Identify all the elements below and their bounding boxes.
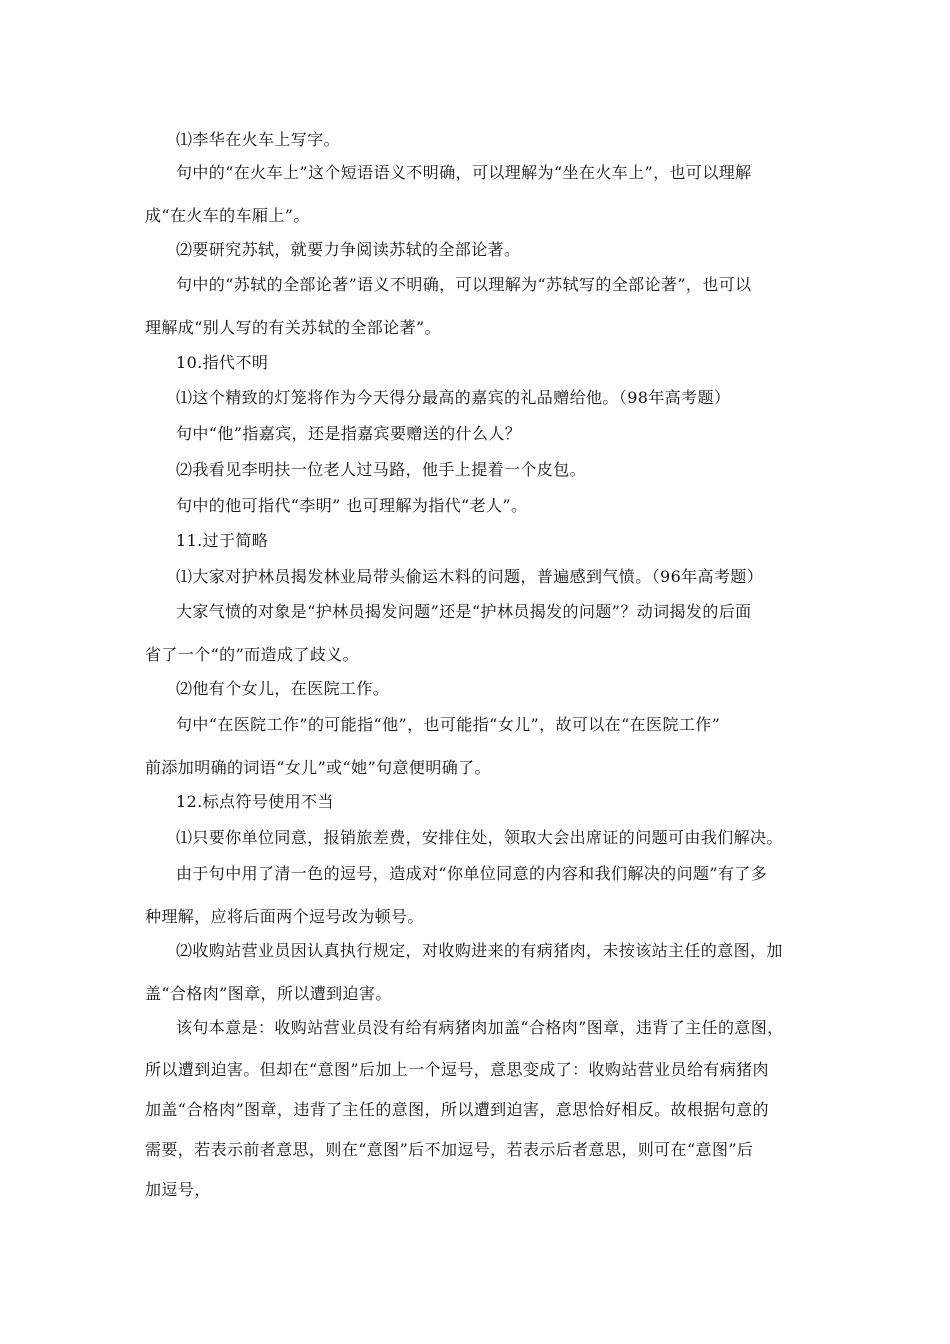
example-9-1-explanation: 句中的“在火车上”这个短语语义不明确，可以理解为“坐在火车上”，也可以理解 xyxy=(176,163,752,182)
example-12-1-explanation: 由于句中用了清一色的逗号，造成对“你单位同意的内容和我们解决的问题”有了多 xyxy=(176,864,768,883)
example-11-1-explanation: 大家气愤的对象是“护林员揭发问题”还是“护林员揭发的问题”？动词揭发的后面 xyxy=(176,602,752,621)
example-11-1-sentence: ⑴大家对护林员揭发林业局带头偷运木料的问题，普遍感到气愤。（96年高考题） xyxy=(176,567,764,586)
example-11-2-explanation: 句中“在医院工作”的可能指“他”，也可能指“女儿”，故可以在“在医院工作” xyxy=(176,715,721,734)
example-12-2-sentence-cont: 盖“合格肉”图章，所以遭到迫害。 xyxy=(145,984,392,1003)
example-11-2-explanation-cont: 前添加明确的词语“女儿”或“她”句意便明确了。 xyxy=(145,758,491,777)
example-10-1-sentence: ⑴这个精致的灯笼将作为今天得分最高的嘉宾的礼品赠给他。（98年高考题） xyxy=(176,388,731,407)
example-12-2-explanation-cont-3: 需要，若表示前者意思，则在“意图”后不加逗号，若表示后者意思，则可在“意图”后 xyxy=(145,1140,754,1159)
example-12-1-explanation-cont: 种理解，应将后面两个逗号改为顿号。 xyxy=(145,907,424,926)
example-9-2-sentence: ⑵要研究苏轼，就要力争阅读苏轼的全部论著。 xyxy=(176,240,521,259)
section-heading-12: 12.标点符号使用不当 xyxy=(176,792,334,811)
section-heading-11: 11.过于简略 xyxy=(176,531,269,550)
example-10-2-sentence: ⑵我看见李明扶一位老人过马路，他手上提着一个皮包。 xyxy=(176,460,587,479)
example-9-2-explanation-cont: 理解成“别人写的有关苏轼的全部论著”。 xyxy=(145,318,441,337)
example-12-2-explanation-cont-2: 加盖“合格肉”图章，违背了主任的意图，所以遭到迫害，意思恰好相反。故根据句意的 xyxy=(145,1100,769,1119)
example-12-2-explanation: 该句本意是：收购站营业员没有给有病猪肉加盖“合格肉”图章，违背了主任的意图， xyxy=(176,1018,784,1037)
example-9-1-sentence: ⑴李华在火车上写字。 xyxy=(176,130,341,149)
example-9-2-explanation: 句中的“苏轼的全部论著”语义不明确，可以理解为“苏轼写的全部论著”，也可以 xyxy=(176,275,752,294)
example-11-2-sentence: ⑵他有个女儿，在医院工作。 xyxy=(176,679,390,698)
example-10-2-explanation: 句中的他可指代“李明” 也可理解为指代“老人”。 xyxy=(176,496,528,515)
example-12-1-sentence: ⑴只要你单位同意，报销旅差费，安排住处，领取大会出席证的问题可由我们解决。 xyxy=(176,828,783,847)
example-12-2-explanation-cont-4: 加逗号， xyxy=(145,1180,211,1199)
example-9-1-explanation-cont: 成“在火车的车厢上”。 xyxy=(145,206,310,225)
example-12-2-sentence: ⑵收购站营业员因认真执行规定，对收购进来的有病猪肉，未按该站主任的意图，加 xyxy=(176,941,783,960)
section-heading-10: 10.指代不明 xyxy=(176,353,269,372)
example-12-2-explanation-cont-1: 所以遭到迫害。但却在“意图”后加上一个逗号，意思变成了：收购站营业员给有病猪肉 xyxy=(145,1060,769,1079)
example-11-1-explanation-cont: 省了一个“的”而造成了歧义。 xyxy=(145,645,359,664)
example-10-1-explanation: 句中“他”指嘉宾，还是指嘉宾要赠送的什么人？ xyxy=(176,424,522,443)
